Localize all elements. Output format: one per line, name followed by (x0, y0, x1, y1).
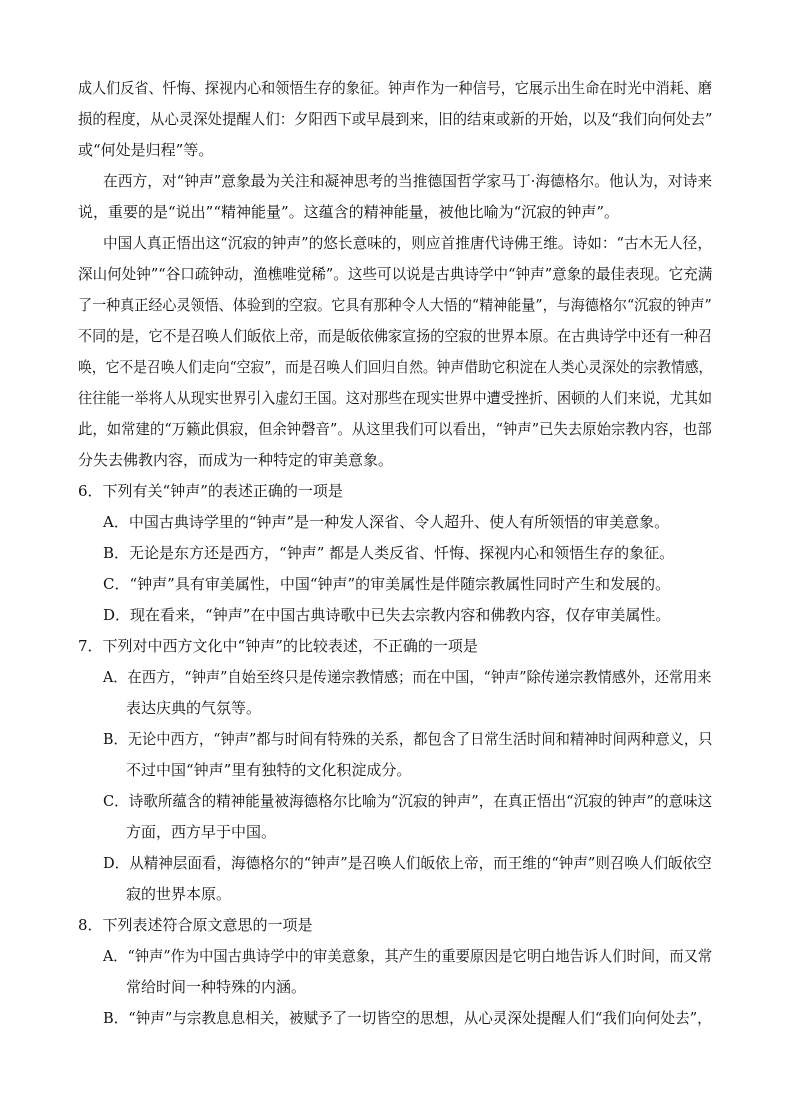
question-6-option-a: A．中国古典诗学里的“钟声”是一种发人深省、令人超升、使人有所领悟的审美意象。 (103, 513, 670, 531)
passage-line: 或“何处是归程”等。 (78, 141, 214, 159)
question-7-option-c: C．诗歌所蕴含的精神能量被海德格尔比喻为“沉寂的钟声”，在真正悟出“沉寂的钟声”的意味这 (103, 792, 713, 810)
passage-line: 损的程度，从心灵深处提醒人们：夕阳西下或早晨到来，旧的结束或新的开始，以及“我们向何处去” (78, 110, 713, 128)
question-8-option-a-cont: 常给时间一种特殊的内涵。 (126, 978, 307, 996)
question-6-option-b: B．无论是东方还是西方，“钟声” 都是人类反省、忏悔、探视内心和领悟生存的象征。 (103, 544, 675, 562)
passage-line: 唤，它不是召唤人们走向“空寂”，而是召唤人们回归自然。钟声借助它积淀在人类心灵深处的宗教情感， (78, 358, 713, 376)
passage-line: 此，如常建的“万籁此俱寂，但余钟磬音”。从这里我们可以看出，“钟声”已失去原始宗教内容，也部 (78, 420, 712, 438)
question-6-option-d: D．现在看来，“钟声”在中国古典诗歌中已失去宗教内容和佛教内容，仅存审美属性。 (103, 606, 671, 624)
passage-line: 说，重要的是“说出”“精神能量”。这蕴含的精神能量，被他比喻为“沉寂的钟声”。 (78, 203, 620, 221)
question-7-option-d-cont: 寂的世界本原。 (126, 885, 232, 903)
question-7-option-d: D．从精神层面看，海德格尔的“钟声”是召唤人们皈依上帝，而王维的“钟声”则召唤人们皈依空 (103, 854, 712, 872)
question-6-stem: 6．下列有关“钟声”的表述正确的一项是 (78, 482, 343, 500)
passage-line: 分失去佛教内容，而成为一种特定的审美意象。 (78, 451, 394, 469)
question-7-option-b-cont: 不过中国“钟声”里有独特的文化积淀成分。 (126, 761, 412, 779)
question-8-option-b: B．“钟声”与宗教息息相关，被赋予了一切皆空的思想，从心灵深处提醒人们“我们向何处去”， (103, 1009, 712, 1027)
passage-line: 不同的是，它不是召唤人们皈依上帝，而是皈依佛家宣扬的空寂的世界本原。在古典诗学中还有一种召 (78, 327, 713, 345)
question-8-option-a: A．“钟声”作为中国古典诗学中的审美意象，其产生的重要原因是它明白地告诉人们时间，而又常 (103, 947, 713, 965)
passage-line: 成人们反省、忏悔、探视内心和领悟生存的象征。钟声作为一种信号，它展示出生命在时光中消耗、磨 (78, 79, 713, 97)
passage-line: 中国人真正悟出这“沉寂的钟声”的悠长意味的，则应首推唐代诗佛王维。诗如：“古木无人径， (103, 234, 712, 252)
passage-line: 深山何处钟”“谷口疏钟动，渔樵唯觉稀”。这些可以说是古典诗学中“钟声”意象的最佳表现。它充满 (78, 265, 713, 283)
question-7-option-b: B．无论中西方，“钟声”都与时间有特殊的关系，都包含了日常生活时间和精神时间两种意义，只 (103, 730, 713, 748)
question-7-option-a-cont: 表达庆典的气氛等。 (126, 699, 262, 717)
passage-line: 往往能一举将人从现实世界引入虚幻王国。这对那些在现实世界中遭受挫折、困顿的人们来说，尤其如 (78, 389, 713, 407)
question-6-option-c: C．“钟声”具有审美属性，中国“钟声”的审美属性是伴随宗教属性同时产生和发展的。 (103, 575, 671, 593)
question-7-option-c-cont: 方面，西方早于中国。 (126, 823, 277, 841)
question-7-stem: 7．下列对中西方文化中“钟声”的比较表述，不正确的一项是 (78, 637, 478, 655)
question-7-option-a: A．在西方，“钟声”自始至终只是传递宗教情感；而在中国，“钟声”除传递宗教情感外，还常用来 (103, 668, 712, 686)
passage-line: 了一种真正经心灵领悟、体验到的空寂。它具有那种令人大悟的“精神能量”，与海德格尔“沉寂的钟声” (78, 296, 712, 314)
passage-line: 在西方，对“钟声”意象最为关注和凝神思考的当推德国哲学家马丁·海德格尔。他认为，对诗来 (103, 172, 713, 190)
question-8-stem: 8．下列表述符合原文意思的一项是 (78, 916, 313, 934)
